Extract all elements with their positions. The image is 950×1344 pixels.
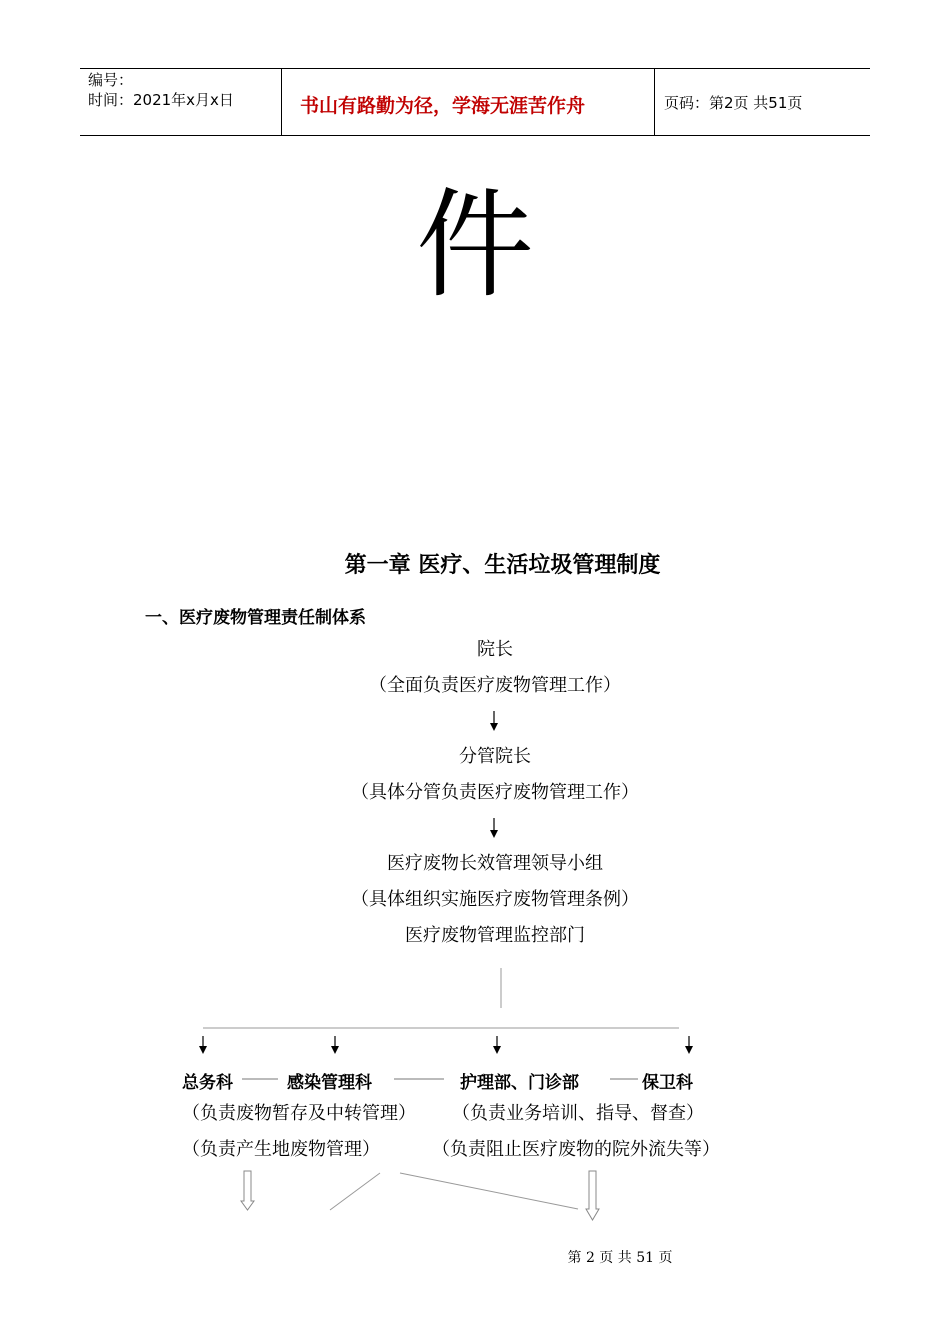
duty-right-2: （负责阻止医疗废物的院外流失等） [432,1139,720,1160]
dept-connector [394,1078,449,1082]
dept-general-affairs: 总务科 [182,1073,233,1093]
header-motto: 书山有路勤为径，学海无涯苦作舟 [300,95,586,117]
arrow-down-icon [329,1035,341,1055]
lower-connectors [0,1165,950,1225]
arrow-down-icon [197,1035,209,1055]
dept-security: 保卫科 [642,1073,693,1093]
org-level1-title: 院长 [477,639,513,660]
serial-label: 编号： [88,71,134,89]
dept-connector [242,1078,282,1082]
duty-left-1: （负责废物暂存及中转管理） [182,1103,416,1124]
header-top-rule [80,68,870,69]
big-character: 件 [415,176,534,314]
org-level3-title: 医疗废物长效管理领导小组 [387,853,603,874]
section-title: 一、医疗废物管理责任制体系 [145,608,366,628]
duty-right-1: （负责业务培训、指导、督查） [452,1103,704,1124]
header-bottom-rule [80,135,870,136]
header-divider-1 [281,68,282,136]
header-divider-2 [654,68,655,136]
page-label: 页码：第2页 共51页 [664,94,803,112]
dept-connector [610,1078,640,1082]
dept-nursing-outpatient: 护理部、门诊部 [460,1073,579,1093]
org-level4-title: 医疗废物管理监控部门 [405,925,585,946]
arrow-down-icon [488,710,500,732]
org-level2-title: 分管院长 [459,746,531,767]
duty-left-2: （负责产生地废物管理） [182,1139,380,1160]
date-label: 时间：2021年x月x日 [88,91,234,109]
arrow-down-icon [488,817,500,839]
chapter-title: 第一章 医疗、生活垃圾管理制度 [344,553,661,578]
org-connectors [0,960,950,1060]
page-footer: 第 2 页 共 51 页 [567,1250,673,1266]
org-level2-desc: （具体分管负责医疗废物管理工作） [351,782,639,803]
arrow-down-icon [683,1035,695,1055]
arrow-down-icon [491,1035,503,1055]
dept-infection-control: 感染管理科 [287,1073,372,1093]
org-level1-desc: （全面负责医疗废物管理工作） [369,675,621,696]
org-level3-desc: （具体组织实施医疗废物管理条例） [351,889,639,910]
